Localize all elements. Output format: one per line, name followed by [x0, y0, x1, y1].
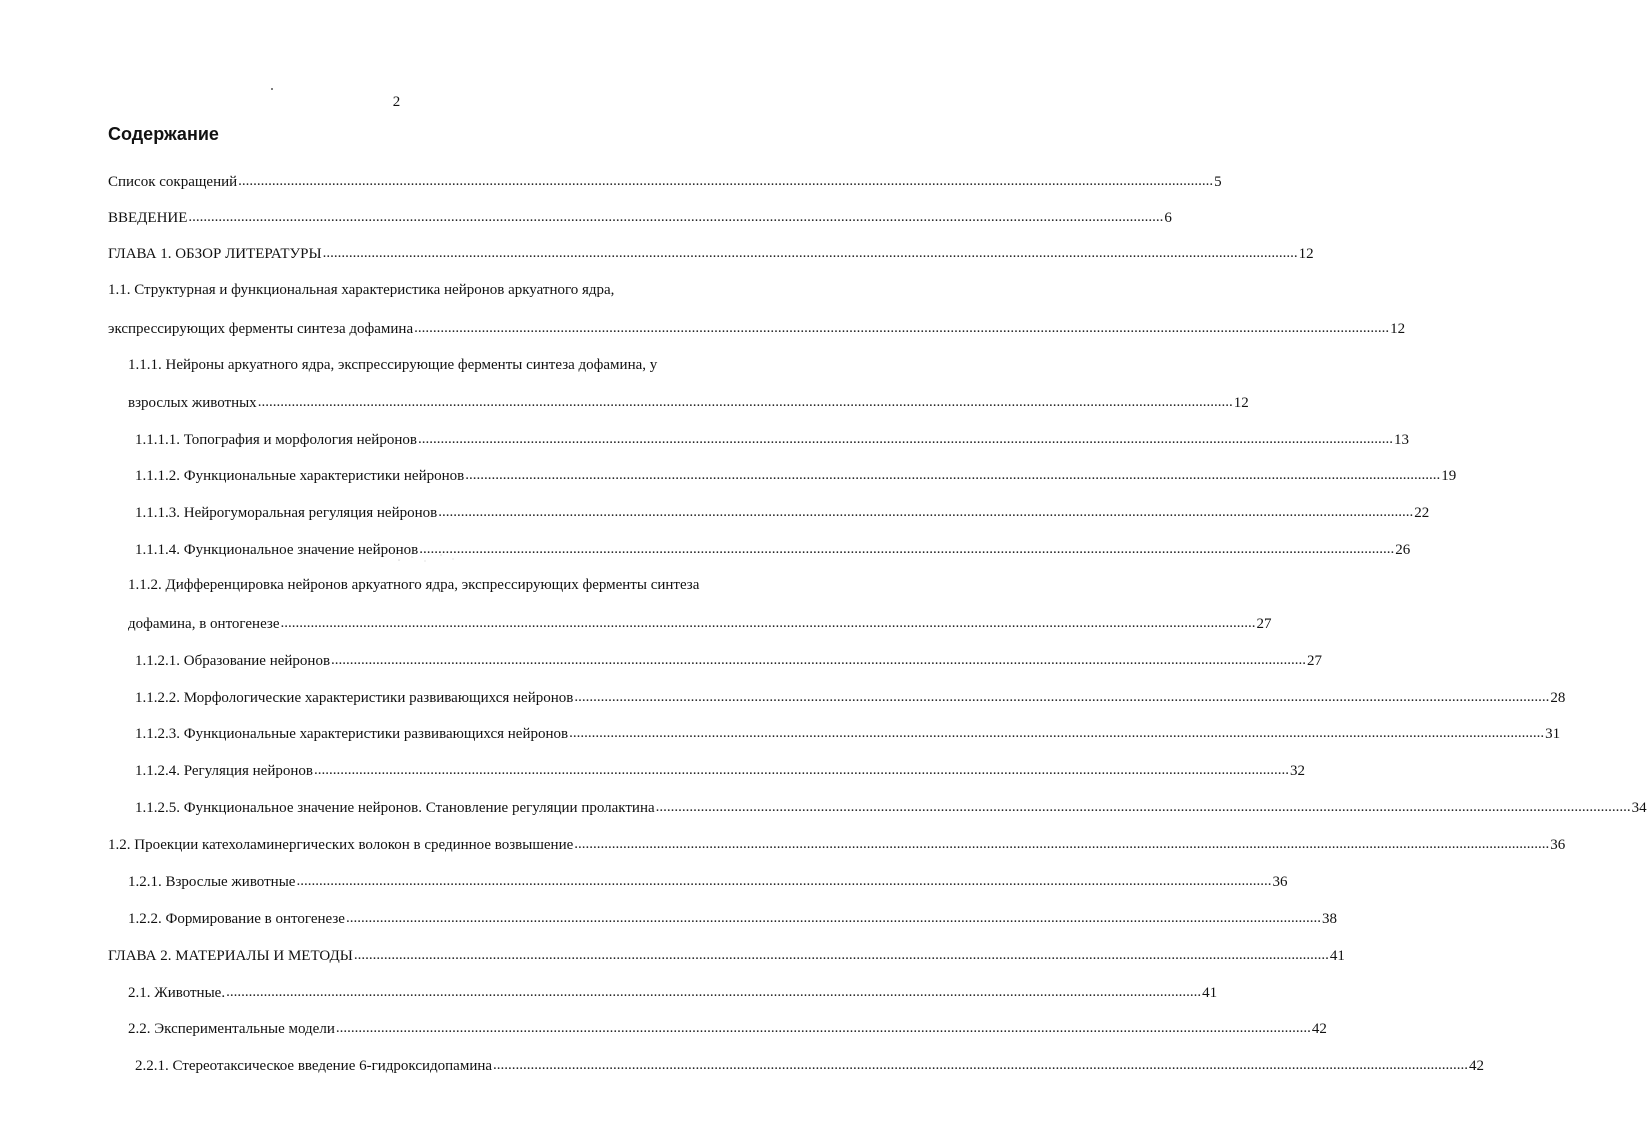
toc-entry-page: 31 — [1545, 726, 1561, 742]
toc-leader-dots: .................................................................................................................................................................................................................................................................... — [574, 689, 1550, 705]
toc-entry-text: 2.2.1. Стереотаксическое введение 6-гидроксидопамина — [135, 1058, 493, 1074]
toc-entry-1-1-2-5 — [135, 796, 1647, 818]
toc-entry-text: дофамина, в онтогенезе — [128, 616, 280, 632]
toc-leader-dots: .................................................................................................................................................................................................................................................................... — [353, 947, 1329, 963]
toc-entry-page: 42 — [1311, 1021, 1327, 1037]
toc-entry-text: взрослых животных — [128, 395, 257, 411]
toc-entry-1-1-1-2 — [135, 464, 1457, 486]
toc-entry-page: 41 — [1329, 948, 1345, 964]
toc-entry-page: 27 — [1256, 616, 1272, 632]
toc-entry-page: 19 — [1441, 468, 1457, 484]
toc-leader-dots: .................................................................................................................................................................................................................................................................... — [313, 762, 1289, 778]
toc-leader-dots: .................................................................................................................................................................................................................................................................... — [345, 910, 1321, 926]
toc-entry-text: 1.1.1.2. Функциональные характеристики нейронов — [135, 468, 465, 484]
toc-entry-page: 12 — [1298, 246, 1314, 262]
toc-entry-text: 1.1.1.3. Нейрогуморальная регуляция нейронов — [135, 505, 438, 521]
toc-leader-dots: .................................................................................................................................................................................................................................................................... — [465, 467, 1441, 483]
toc-entry-text: 1.1.2.4. Регуляция нейронов — [135, 763, 313, 779]
toc-leader-dots: .................................................................................................................................................................................................................................................................... — [257, 394, 1233, 410]
toc-entry-page: 32 — [1289, 763, 1305, 779]
toc-entry-page: 38 — [1321, 911, 1337, 927]
scan-speck — [271, 88, 273, 90]
toc-entry-1-1-1-3 — [135, 501, 1430, 523]
toc-leader-dots: .................................................................................................................................................................................................................................................................... — [414, 320, 1390, 336]
toc-entry-1-2-1 — [128, 870, 1288, 892]
toc-entry-text: 1.1.1.4. Функциональное значение нейронов — [135, 542, 419, 558]
toc-entry-text: экспрессирующих ферменты синтеза дофамина — [108, 321, 414, 337]
toc-entry-chapter-1 — [108, 242, 1314, 264]
toc-entry-text: ВВЕДЕНИЕ — [108, 210, 188, 226]
toc-leader-dots: .................................................................................................................................................................................................................................................................... — [419, 541, 1395, 557]
toc-leader-dots: .................................................................................................................................................................................................................................................................... — [493, 1057, 1469, 1073]
toc-title: Содержание — [108, 124, 219, 144]
toc-entry-chapter-2 — [108, 944, 1345, 966]
toc-entry-text: 1.2.1. Взрослые животные — [128, 874, 296, 890]
toc-entry-text: 1.1.2.3. Функциональные характеристики развивающихся нейронов — [135, 726, 569, 742]
toc-leader-dots: .................................................................................................................................................................................................................................................................... — [574, 836, 1550, 852]
toc-entry-page: 26 — [1395, 542, 1411, 558]
toc-leader-dots: .................................................................................................................................................................................................................................................................... — [438, 504, 1414, 520]
toc-leader-dots: .................................................................................................................................................................................................................................................................... — [322, 245, 1298, 261]
toc-entry-2-2-1 — [135, 1054, 1485, 1076]
toc-entry-page: 13 — [1393, 432, 1409, 448]
toc-entry-1-1-2-2 — [135, 686, 1566, 708]
toc-leader-dots: .................................................................................................................................................................................................................................................................... — [238, 173, 1214, 189]
toc-entry-1-2-2 — [128, 907, 1337, 929]
toc-entry-1-1-line1 — [108, 280, 743, 302]
toc-entry-1-1-1-1 — [135, 428, 1409, 450]
toc-entry-page: 6 — [1164, 210, 1172, 226]
toc-entry-1-1-1 — [128, 391, 1249, 413]
toc-leader-dots: .................................................................................................................................................................................................................................................................... — [335, 1020, 1311, 1036]
toc-leader-dots: .................................................................................................................................................................................................................................................................... — [280, 615, 1256, 631]
toc-entry-text: ГЛАВА 1. ОБЗОР ЛИТЕРАТУРЫ — [108, 246, 322, 262]
toc-entry-text: 1.1.2.1. Образование нейронов — [135, 653, 331, 669]
page-number: 2 — [392, 94, 401, 110]
toc-entry-page: 41 — [1202, 985, 1218, 1001]
toc-entry-page: 28 — [1550, 690, 1566, 706]
toc-entry-page: 42 — [1469, 1058, 1485, 1074]
scan-artifact — [395, 548, 465, 566]
toc-entry-page: 34 — [1631, 800, 1647, 816]
toc-entry-text: 1.1. Структурная и функциональная характеристика нейронов аркуатного ядра, — [108, 282, 615, 298]
toc-entry-page: 36 — [1550, 837, 1566, 853]
toc-entry-page: 5 — [1214, 174, 1222, 190]
toc-entry-page: 27 — [1307, 653, 1323, 669]
toc-leader-dots: .................................................................................................................................................................................................................................................................... — [226, 984, 1202, 1000]
toc-entry-text: 2.2. Экспериментальные модели — [128, 1021, 335, 1037]
toc-entry-text: 1.1.2. Дифференцировка нейронов аркуатного ядра, экспрессирующих ферменты синтеза — [128, 577, 700, 593]
toc-entry-1-1-2-3 — [135, 722, 1561, 744]
toc-entry-page: 12 — [1233, 395, 1249, 411]
toc-leader-dots: .................................................................................................................................................................................................................................................................... — [188, 209, 1164, 225]
toc-entry-text: Список сокращений — [108, 174, 238, 190]
toc-entry-page: 22 — [1414, 505, 1430, 521]
toc-leader-dots: .................................................................................................................................................................................................................................................................... — [655, 799, 1631, 815]
toc-leader-dots: .................................................................................................................................................................................................................................................................... — [569, 725, 1545, 741]
toc-entry-1-1-2-1 — [135, 649, 1323, 671]
toc-entry-1-1-2-4 — [135, 759, 1305, 781]
toc-entry-text: 1.1.2.5. Функциональное значение нейронов. Становление регуляции пролактина — [135, 800, 655, 816]
toc-entry-abbreviations — [108, 170, 1222, 192]
toc-entry-1-1-2-line1 — [128, 575, 743, 597]
toc-entry-1-1-1-line1 — [128, 355, 743, 377]
toc-entry-1-2 — [108, 833, 1566, 855]
toc-leader-dots: .................................................................................................................................................................................................................................................................... — [331, 652, 1307, 668]
toc-entry-text: 1.1.2.2. Морфологические характеристики развивающихся нейронов — [135, 690, 574, 706]
toc-entry-text: 1.2.2. Формирование в онтогенезе — [128, 911, 345, 927]
toc-entry-page: 12 — [1390, 321, 1406, 337]
toc-entry-page: 36 — [1272, 874, 1288, 890]
toc-entry-text: 2.1. Животные. — [128, 985, 226, 1001]
toc-leader-dots: .................................................................................................................................................................................................................................................................... — [417, 431, 1393, 447]
toc-leader-dots: .................................................................................................................................................................................................................................................................... — [296, 873, 1272, 889]
toc-entry-1-1-2 — [128, 612, 1272, 634]
toc-entry-text: 1.1.1. Нейроны аркуатного ядра, экспрессирующие ферменты синтеза дофамина, у — [128, 357, 658, 373]
toc-entry-text: ГЛАВА 2. МАТЕРИАЛЫ И МЕТОДЫ — [108, 948, 353, 964]
toc-entry-text: 1.2. Проекции катехоламинергических волокон в срединное возвышение — [108, 837, 574, 853]
toc-entry-1-1 — [108, 317, 1406, 339]
toc-entry-text: 1.1.1.1. Топография и морфология нейронов — [135, 432, 417, 448]
toc-entry-2-2 — [128, 1017, 1327, 1039]
toc-entry-2-1 — [128, 981, 1218, 1003]
toc-entry-introduction — [108, 206, 1172, 228]
